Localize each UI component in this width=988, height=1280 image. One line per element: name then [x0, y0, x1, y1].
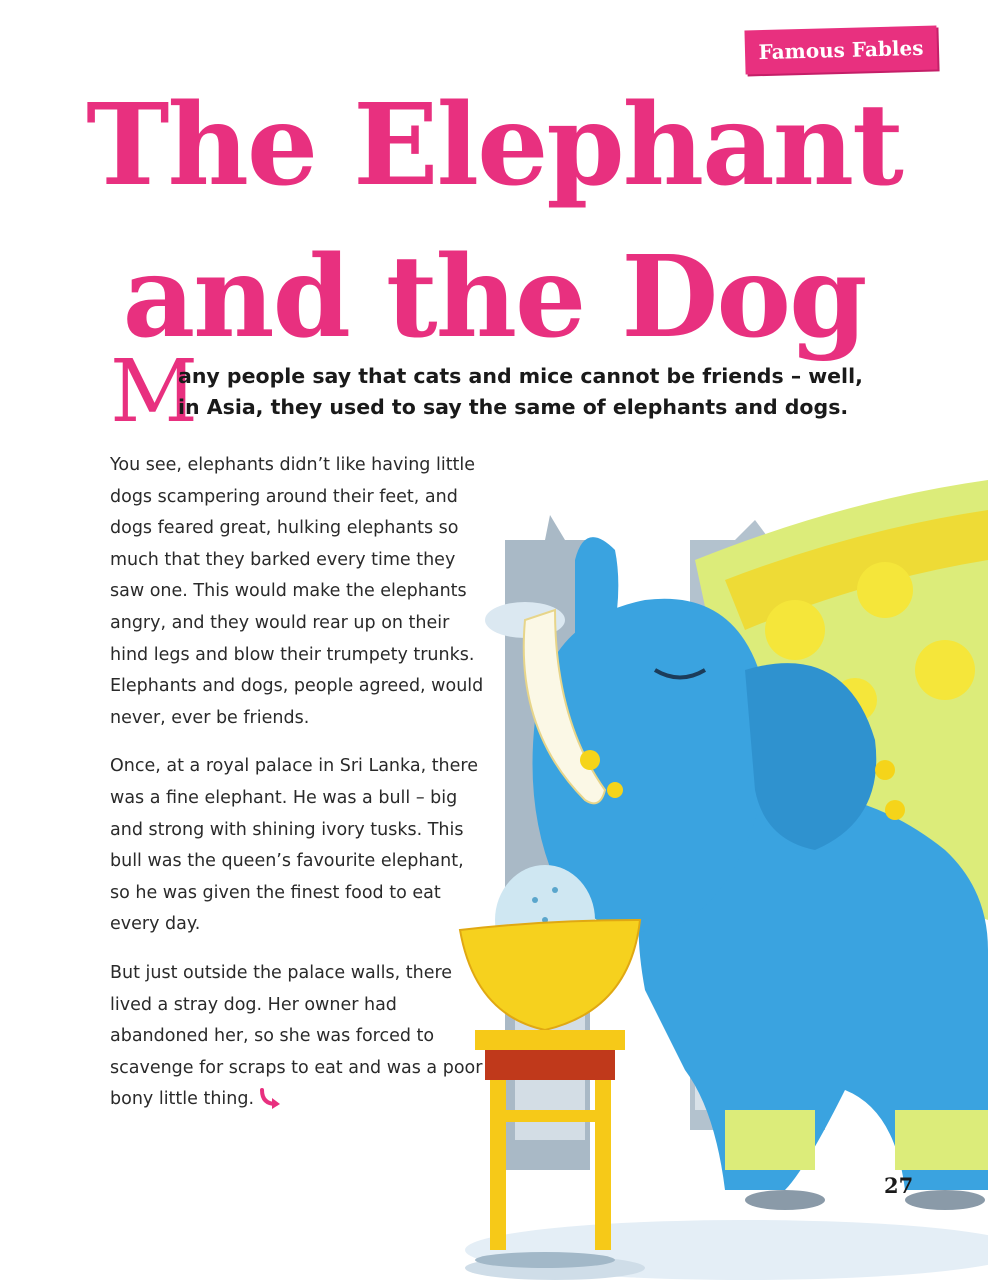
section-tag: Famous Fables: [744, 25, 937, 74]
body-paragraph-1: You see, elephants didn’t like having little dogs scampering around their feet, and dogs feared great, hulking elephants so much that they barked every time they saw one. This would make the elephants angry, and they would rear up on their hind legs and blow their trumpety trunks. Elephants and dogs, people agreed, would never, ever be friends.: [110, 455, 484, 728]
page-title: [0, 70, 988, 374]
continue-arrow-icon: [258, 1088, 286, 1110]
title-line-2: and the Dog: [122, 232, 866, 363]
intro-line-1: any people say that cats and mice cannot be friends – well,: [178, 364, 863, 388]
elephant-illustration: [425, 470, 988, 1280]
body-paragraph-2: Once, at a royal palace in Sri Lanka, there was a fine elephant. He was a bull – big and strong with shining ivory tusks. This bull was the queen’s favourite elephant, so he was given the finest food to eat every day.: [110, 756, 478, 935]
intro-paragraph: [110, 342, 910, 442]
body-paragraph-3: [110, 958, 485, 1116]
intro-line-2: in Asia, they used to say the same of elephants and dogs.: [178, 395, 849, 419]
page-number: 27: [884, 1173, 914, 1198]
body-paragraph-3-text: But just outside the palace walls, there lived a stray dog. Her owner had abandoned her, so she was forced to scavenge for scraps to eat and was a poor bony little thing.: [110, 962, 483, 1110]
article-body: [110, 450, 485, 1133]
title-line-1: The Elephant: [86, 80, 902, 211]
drop-cap: M: [110, 342, 199, 442]
intro-text: [178, 361, 918, 423]
